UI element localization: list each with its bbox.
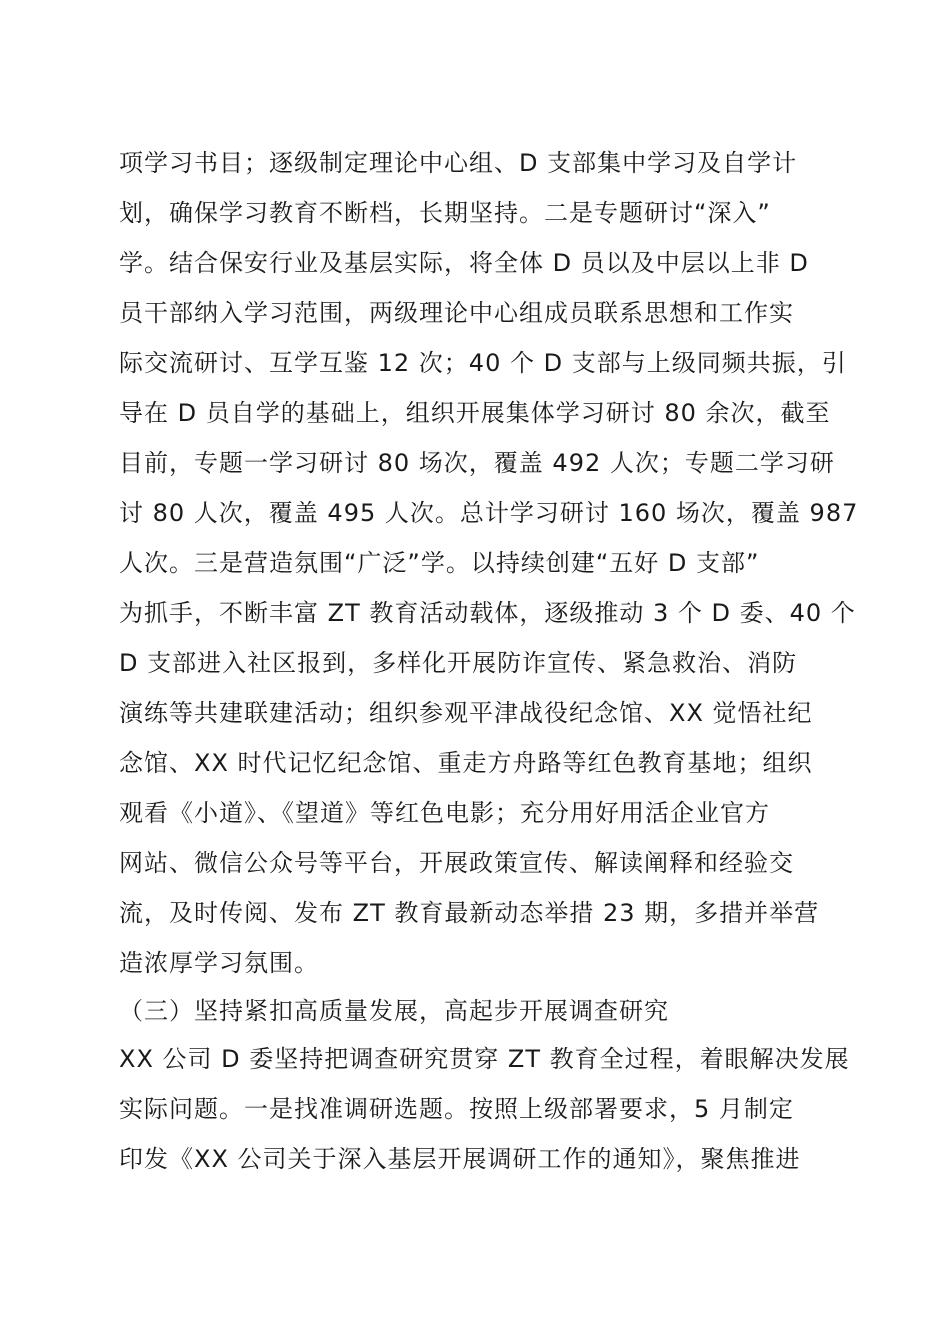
body-text-line: 项学习书目；逐级制定理论中心组、D 支部集中学习及自学计 — [119, 149, 798, 177]
body-text-line: 学。结合保安行业及基层实际，将全体 D 员以及中层以上非 D — [119, 249, 809, 277]
body-text-line: 造浓厚学习氛围。 — [119, 949, 319, 977]
body-text-line: 导在 D 员自学的基础上，组织开展集体学习研讨 80 余次，截至 — [119, 399, 831, 427]
body-text-line: 际交流研讨、互学互鉴 12 次；40 个 D 支部与上级同频共振，引 — [119, 349, 847, 377]
body-text-line: 网站、微信公众号等平台，开展政策宣传、解读阐释和经验交 — [119, 849, 794, 877]
body-text-line: 念馆、XX 时代记忆纪念馆、重走方舟路等红色教育基地；组织 — [119, 749, 813, 777]
body-text-line: 为抓手，不断丰富 ZT 教育活动载体，逐级推动 3 个 D 委、40 个 — [119, 599, 856, 627]
body-text-line: 讨 80 人次，覆盖 495 人次。总计学习研讨 160 场次，覆盖 987 — [119, 499, 859, 527]
body-text-line: 划，确保学习教育不断档，长期坚持。二是专题研讨“深入” — [119, 199, 771, 227]
body-text-line: 演练等共建联建活动；组织参观平津战役纪念馆、XX 觉悟社纪 — [119, 699, 813, 727]
body-text-line: 流，及时传阅、发布 ZT 教育最新动态举措 23 期，多措并举营 — [119, 899, 820, 927]
body-text-line: 观看《小道》、《望道》等红色电影；充分用好用活企业官方 — [119, 799, 770, 827]
body-text-line: 员干部纳入学习范围，两级理论中心组成员联系思想和工作实 — [119, 299, 794, 327]
body-text-line: 人次。三是营造氛围“广泛”学。以持续创建“五好 D 支部” — [119, 549, 760, 577]
body-text-line: 实际问题。一是找准调研选题。按照上级部署要求，5 月制定 — [119, 1095, 794, 1123]
section-heading: （三）坚持紧扣高质量发展，高起步开展调查研究 — [119, 997, 669, 1025]
body-text-line: 印发《XX 公司关于深入基层开展调研工作的通知》，聚焦推进 — [119, 1145, 801, 1173]
body-text-line: XX 公司 D 委坚持把调查研究贯穿 ZT 教育全过程，着眼解决发展 — [119, 1045, 850, 1073]
body-text-line: D 支部进入社区报到，多样化开展防诈宣传、紧急救治、消防 — [119, 649, 798, 677]
body-text-line: 目前，专题一学习研讨 80 场次，覆盖 492 人次；专题二学习研 — [119, 449, 835, 477]
